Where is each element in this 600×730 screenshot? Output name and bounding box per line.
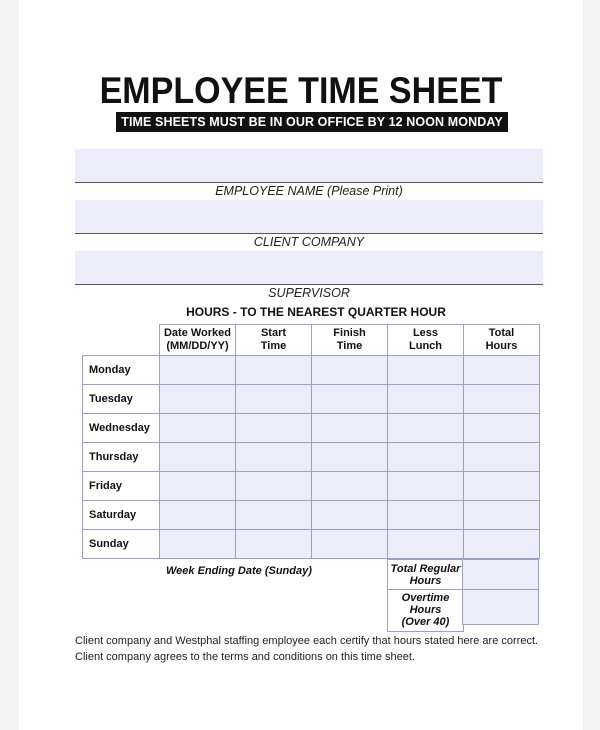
overtime-line2: Hours bbox=[409, 604, 442, 616]
col-start-time bbox=[236, 325, 312, 356]
wednesday-start-cell[interactable] bbox=[236, 414, 312, 443]
tuesday-start-cell[interactable] bbox=[236, 385, 312, 414]
day-label-tuesday: Tuesday bbox=[83, 385, 160, 414]
employee-name-label: EMPLOYEE NAME (Please Print) bbox=[215, 184, 403, 198]
col-hours-label: Hours bbox=[485, 340, 518, 352]
corner-blank bbox=[83, 325, 160, 356]
tuesday-lunch-cell[interactable] bbox=[388, 385, 464, 414]
friday-total-cell[interactable] bbox=[464, 472, 540, 501]
total-regular-line2: Hours bbox=[409, 575, 442, 587]
table-row bbox=[83, 414, 540, 443]
client-company-field[interactable] bbox=[75, 200, 543, 234]
saturday-start-cell[interactable] bbox=[236, 501, 312, 530]
sunday-finish-cell[interactable] bbox=[312, 530, 388, 559]
sunday-date-cell[interactable] bbox=[160, 530, 236, 559]
monday-total-cell[interactable] bbox=[464, 356, 540, 385]
friday-finish-cell[interactable] bbox=[312, 472, 388, 501]
saturday-date-cell[interactable] bbox=[160, 501, 236, 530]
saturday-total-cell[interactable] bbox=[464, 501, 540, 530]
day-label-wednesday: Wednesday bbox=[83, 414, 160, 443]
monday-lunch-cell[interactable] bbox=[388, 356, 464, 385]
employee-name-field[interactable] bbox=[75, 149, 543, 183]
total-regular-label bbox=[388, 563, 463, 587]
thursday-finish-cell[interactable] bbox=[312, 443, 388, 472]
total-regular-line1: Total Regular bbox=[390, 563, 461, 575]
timesheet-page bbox=[19, 0, 583, 730]
col-less-lunch bbox=[388, 325, 464, 356]
overtime-line1: Overtime bbox=[401, 592, 450, 604]
deadline-banner: TIME SHEETS MUST BE IN OUR OFFICE BY 12 NOON MONDAY bbox=[116, 112, 508, 132]
hours-table bbox=[82, 324, 540, 559]
table-row bbox=[83, 530, 540, 559]
thursday-start-cell[interactable] bbox=[236, 443, 312, 472]
certification-note: Client company and Westphal staffing employee each certify that hours stated here are correct. bbox=[75, 635, 539, 647]
col-less-label: Less bbox=[412, 327, 439, 339]
col-finish-label: Finish bbox=[333, 327, 366, 339]
wednesday-finish-cell[interactable] bbox=[312, 414, 388, 443]
overtime-label bbox=[388, 592, 463, 628]
supervisor-label: SUPERVISOR bbox=[268, 286, 350, 300]
monday-start-cell[interactable] bbox=[236, 356, 312, 385]
day-label-friday: Friday bbox=[83, 472, 160, 501]
tuesday-total-cell[interactable] bbox=[464, 385, 540, 414]
col-date-worked-label: Date Worked bbox=[163, 327, 232, 339]
monday-finish-cell[interactable] bbox=[312, 356, 388, 385]
friday-date-cell[interactable] bbox=[160, 472, 236, 501]
friday-lunch-cell[interactable] bbox=[388, 472, 464, 501]
day-label-saturday: Saturday bbox=[83, 501, 160, 530]
table-row bbox=[83, 356, 540, 385]
col-total-label: Total bbox=[488, 327, 515, 339]
col-start-time-label: Time bbox=[260, 340, 287, 352]
saturday-lunch-cell[interactable] bbox=[388, 501, 464, 530]
day-label-sunday: Sunday bbox=[83, 530, 160, 559]
overtime-line3: (Over 40) bbox=[401, 616, 450, 628]
saturday-finish-cell[interactable] bbox=[312, 501, 388, 530]
sunday-total-cell[interactable] bbox=[464, 530, 540, 559]
col-lunch-label: Lunch bbox=[409, 340, 442, 352]
wednesday-total-cell[interactable] bbox=[464, 414, 540, 443]
table-row bbox=[83, 472, 540, 501]
thursday-date-cell[interactable] bbox=[160, 443, 236, 472]
tuesday-date-cell[interactable] bbox=[160, 385, 236, 414]
col-start-label: Start bbox=[260, 327, 287, 339]
col-finish-time-label: Time bbox=[336, 340, 363, 352]
page-title: EMPLOYEE TIME SHEET bbox=[99, 70, 503, 111]
col-total-hours bbox=[464, 325, 540, 356]
wednesday-date-cell[interactable] bbox=[160, 414, 236, 443]
supervisor-field[interactable] bbox=[75, 251, 543, 285]
day-label-monday: Monday bbox=[83, 356, 160, 385]
col-finish-time bbox=[312, 325, 388, 356]
table-row bbox=[83, 385, 540, 414]
thursday-total-cell[interactable] bbox=[464, 443, 540, 472]
monday-date-cell[interactable] bbox=[160, 356, 236, 385]
col-date-format-label: (MM/DD/YY) bbox=[166, 340, 229, 352]
hours-heading: HOURS - TO THE NEAREST QUARTER HOUR bbox=[186, 305, 446, 319]
table-row bbox=[83, 501, 540, 530]
overtime-hours-cell[interactable] bbox=[462, 589, 539, 625]
week-ending-label: Week Ending Date (Sunday) bbox=[166, 565, 312, 577]
terms-note: Client company agrees to the terms and conditions on this time sheet. bbox=[75, 651, 415, 663]
wednesday-lunch-cell[interactable] bbox=[388, 414, 464, 443]
friday-start-cell[interactable] bbox=[236, 472, 312, 501]
tuesday-finish-cell[interactable] bbox=[312, 385, 388, 414]
thursday-lunch-cell[interactable] bbox=[388, 443, 464, 472]
sunday-start-cell[interactable] bbox=[236, 530, 312, 559]
table-row bbox=[83, 443, 540, 472]
sunday-lunch-cell[interactable] bbox=[388, 530, 464, 559]
col-date-worked bbox=[160, 325, 236, 356]
total-regular-hours-cell[interactable] bbox=[462, 559, 539, 590]
day-label-thursday: Thursday bbox=[83, 443, 160, 472]
client-company-label: CLIENT COMPANY bbox=[253, 235, 365, 249]
